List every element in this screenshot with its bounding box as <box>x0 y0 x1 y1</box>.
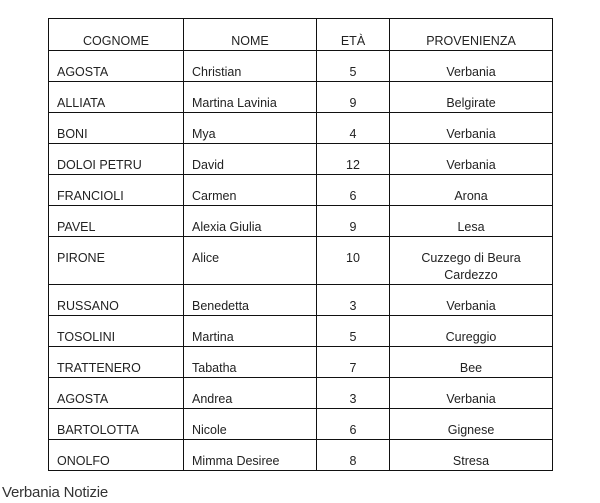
cell-eta: 3 <box>317 285 390 316</box>
cell-cognome: DOLOI PETRU <box>49 144 184 175</box>
table-row <box>49 206 553 237</box>
cell-eta: 8 <box>317 440 390 471</box>
cell-cognome: TOSOLINI <box>49 316 184 347</box>
cell-nome: Martina Lavinia <box>184 82 317 113</box>
table-row <box>49 347 553 378</box>
table-row <box>49 113 553 144</box>
cell-nome: Alice <box>184 237 317 285</box>
cell-provenienza: Stresa <box>390 440 553 471</box>
cell-nome: Tabatha <box>184 347 317 378</box>
cell-provenienza: Verbania <box>390 378 553 409</box>
cell-nome: Andrea <box>184 378 317 409</box>
cell-eta: 9 <box>317 206 390 237</box>
cell-cognome: AGOSTA <box>49 378 184 409</box>
header-nome: NOME <box>184 19 317 51</box>
cell-nome: Alexia Giulia <box>184 206 317 237</box>
table-row <box>49 285 553 316</box>
cell-cognome: ONOLFO <box>49 440 184 471</box>
table-row <box>49 237 553 285</box>
cell-provenienza: Gignese <box>390 409 553 440</box>
table-header-row <box>49 19 553 51</box>
cell-nome: David <box>184 144 317 175</box>
cell-eta: 10 <box>317 237 390 285</box>
cell-provenienza: Bee <box>390 347 553 378</box>
cell-provenienza: Belgirate <box>390 82 553 113</box>
cell-eta: 9 <box>317 82 390 113</box>
cell-cognome: PAVEL <box>49 206 184 237</box>
cell-cognome: PIRONE <box>49 237 184 285</box>
cell-eta: 12 <box>317 144 390 175</box>
cell-nome: Martina <box>184 316 317 347</box>
cell-provenienza: Verbania <box>390 113 553 144</box>
table-row <box>49 51 553 82</box>
cell-nome: Benedetta <box>184 285 317 316</box>
cell-eta: 6 <box>317 409 390 440</box>
cell-provenienza: Verbania <box>390 144 553 175</box>
cell-nome: Mimma Desiree <box>184 440 317 471</box>
cell-eta: 4 <box>317 113 390 144</box>
cell-provenienza: Verbania <box>390 51 553 82</box>
cell-cognome: TRATTENERO <box>49 347 184 378</box>
cell-cognome: ALLIATA <box>49 82 184 113</box>
cell-provenienza: Lesa <box>390 206 553 237</box>
table-row <box>49 175 553 206</box>
cell-nome: Carmen <box>184 175 317 206</box>
header-cognome: COGNOME <box>49 19 184 51</box>
table-row <box>49 440 553 471</box>
cell-cognome: FRANCIOLI <box>49 175 184 206</box>
cell-provenienza: Arona <box>390 175 553 206</box>
children-table <box>48 18 553 471</box>
header-eta: ETÀ <box>317 19 390 51</box>
header-provenienza: PROVENIENZA <box>390 19 553 51</box>
table-row <box>49 378 553 409</box>
source-watermark: Verbania Notizie <box>2 484 109 501</box>
cell-nome: Christian <box>184 51 317 82</box>
cell-cognome: BONI <box>49 113 184 144</box>
cell-eta: 6 <box>317 175 390 206</box>
cell-eta: 3 <box>317 378 390 409</box>
cell-cognome: BARTOLOTTA <box>49 409 184 440</box>
table-row <box>49 409 553 440</box>
cell-eta: 7 <box>317 347 390 378</box>
cell-eta: 5 <box>317 316 390 347</box>
cell-provenienza: Verbania <box>390 285 553 316</box>
cell-provenienza: Cureggio <box>390 316 553 347</box>
cell-provenienza: Cuzzego di Beura Cardezzo <box>390 237 553 285</box>
cell-nome: Mya <box>184 113 317 144</box>
table-row <box>49 144 553 175</box>
table-row <box>49 316 553 347</box>
cell-nome: Nicole <box>184 409 317 440</box>
cell-cognome: AGOSTA <box>49 51 184 82</box>
cell-eta: 5 <box>317 51 390 82</box>
table-row <box>49 82 553 113</box>
cell-cognome: RUSSANO <box>49 285 184 316</box>
